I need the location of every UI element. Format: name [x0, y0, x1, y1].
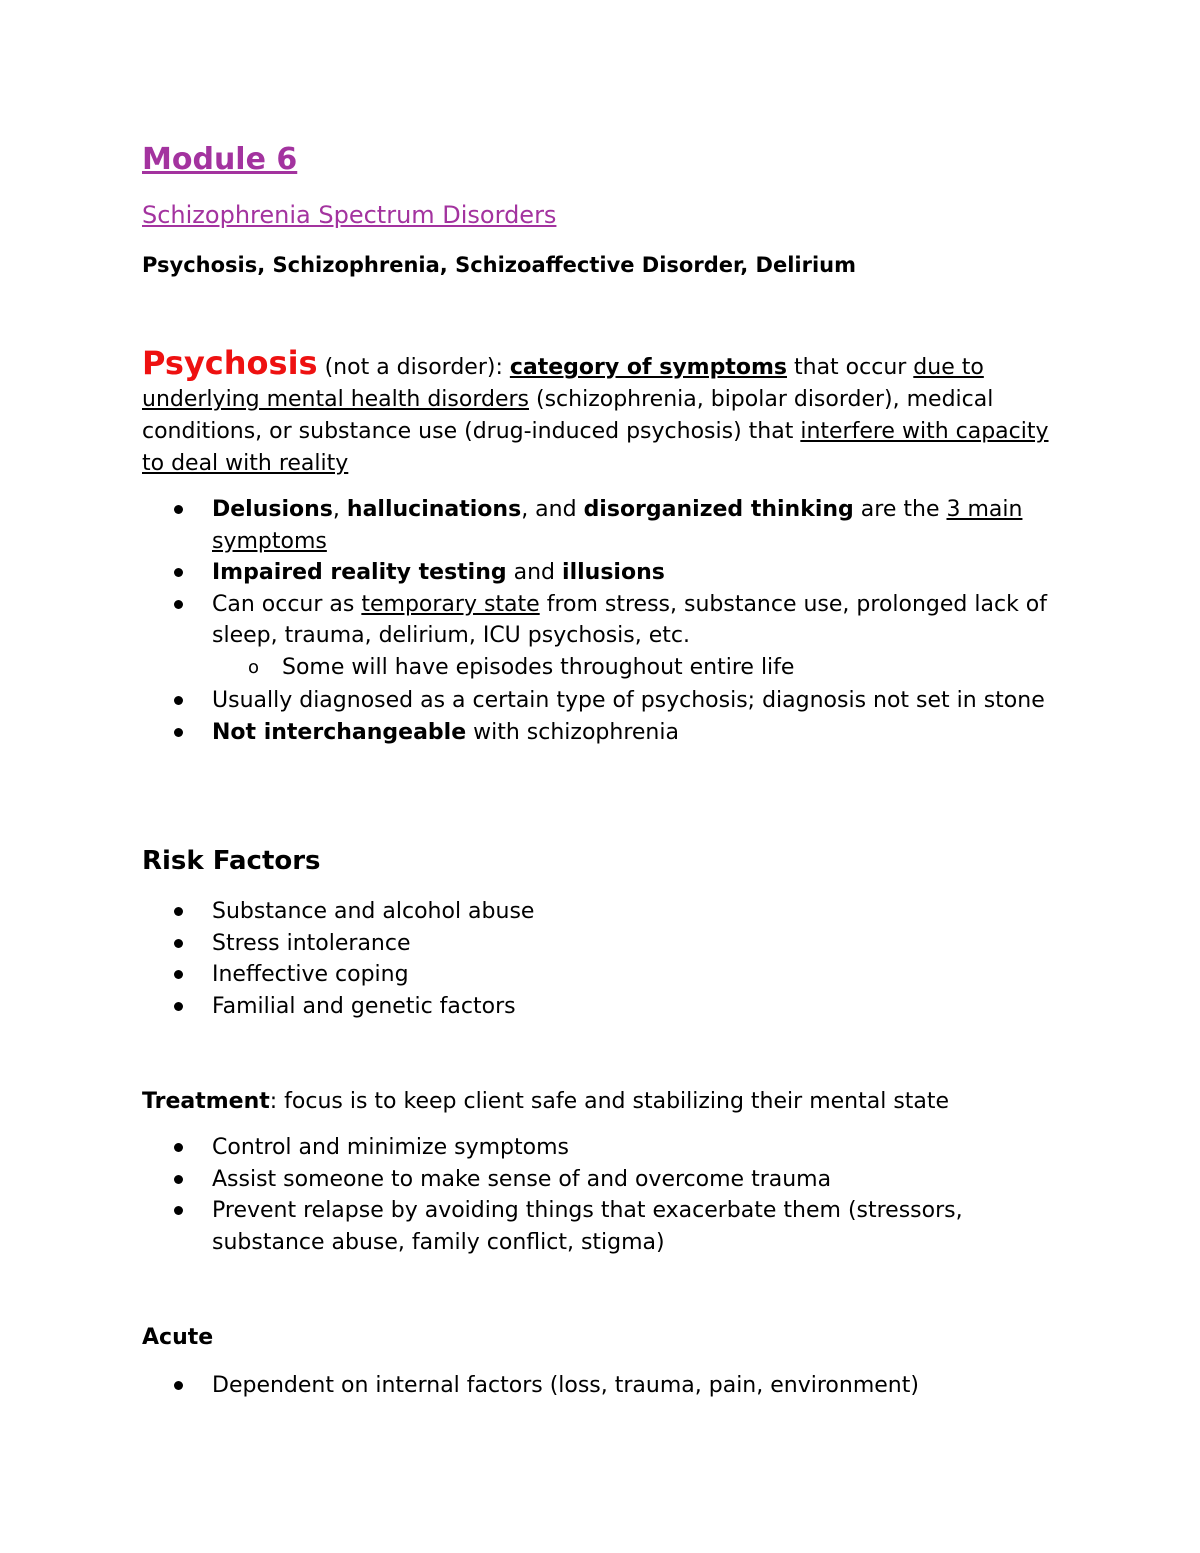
disorganized-thinking: disorganized thinking: [583, 497, 854, 522]
section-title: Schizophrenia Spectrum Disorders: [142, 201, 557, 229]
list-item: [142, 1195, 1062, 1258]
item-text: Dependent on internal factors (loss, trauma, pain, environment): [212, 1373, 919, 1398]
bullet-icon: [174, 1002, 183, 1011]
item-text: Substance and alcohol abuse: [212, 899, 535, 924]
list-item: [142, 557, 1062, 589]
bullet-icon: [174, 1143, 183, 1152]
psychosis-intro-1: (not a disorder):: [317, 355, 510, 380]
illusions: illusions: [562, 560, 665, 585]
item-text: from stress, substance use, prolonged lack of sleep, trauma, delirium, ICU psychosis, etc.: [212, 591, 1048, 648]
list-item: [142, 928, 1062, 960]
bullet-icon: [174, 696, 183, 705]
risk-factors-list: [142, 896, 1062, 1022]
hollow-bullet-icon: o: [248, 656, 260, 678]
bullet-icon: [174, 505, 183, 514]
treatment-paragraph: [142, 1086, 1062, 1118]
risk-factors-heading: Risk Factors: [142, 846, 321, 876]
item-text: Stress intolerance: [212, 930, 411, 956]
bullet-icon: [174, 1175, 183, 1184]
list-item: [142, 589, 1062, 684]
item-text: Control and minimize symptoms: [212, 1135, 569, 1160]
sub-list: [212, 652, 1062, 684]
psychosis-paragraph: [142, 344, 1062, 480]
bullet-icon: [174, 568, 183, 577]
list-item: [142, 1132, 1062, 1164]
list-item: [142, 717, 1062, 749]
treatment-label: Treatment: [142, 1089, 270, 1114]
delusions: Delusions: [212, 497, 333, 522]
list-item: [142, 1164, 1062, 1196]
category-of-symptoms: category of symptoms: [509, 355, 787, 380]
three-main-symptoms: 3 main symptoms: [212, 497, 1023, 554]
item-text: with schizophrenia: [466, 719, 679, 745]
list-item: [142, 991, 1062, 1023]
hallucinations: hallucinations: [346, 497, 522, 522]
item-text: Ineffective coping: [212, 962, 409, 987]
item-text: Usually diagnosed as a certain type of psychosis; diagnosis not set in stone: [212, 688, 1045, 713]
acute-list: [142, 1370, 1062, 1402]
not-interchangeable: Not interchangeable: [212, 719, 467, 745]
psychosis-bullets: [142, 494, 1062, 748]
list-item: [142, 959, 1062, 991]
item-text: Familial and genetic factors: [212, 993, 516, 1019]
acute-heading: Acute: [142, 1325, 214, 1350]
bullet-icon: [174, 907, 183, 916]
bullet-icon: [174, 1206, 183, 1215]
bullet-icon: [174, 1381, 183, 1390]
list-item: [142, 494, 1062, 557]
psychosis-intro-2: that occur: [787, 355, 914, 380]
temporary-state: temporary state: [361, 591, 540, 617]
list-item: [142, 1370, 1062, 1402]
bullet-icon: [174, 939, 183, 948]
module-title: Module 6: [142, 142, 298, 177]
treatment-text: : focus is to keep client safe and stabilizing their mental state: [269, 1089, 950, 1114]
connector-text: are the: [853, 497, 947, 522]
bullet-icon: [174, 728, 183, 737]
subtitle: Psychosis, Schizophrenia, Schizoaffective Disorder, Delirium: [142, 253, 857, 277]
psychosis-intro-3: (schizophrenia, bipolar disorder), medical conditions, or substance use (drug-induced psychosis) that: [142, 387, 994, 444]
treatment-list: [142, 1132, 1062, 1258]
impaired-reality-testing: Impaired reality testing: [212, 560, 507, 585]
bullet-icon: [174, 600, 183, 609]
due-to-underlying: due to underlying mental health disorders: [142, 355, 984, 412]
list-item: [142, 685, 1062, 717]
interfere-with-reality: interfere with capacity to deal with reality: [142, 419, 1049, 476]
item-text: Prevent relapse by avoiding things that exacerbate them (stressors, substance abuse, family conflict, stigma): [212, 1198, 963, 1255]
separator: , and: [521, 497, 584, 522]
connector-text: and: [506, 560, 563, 585]
psychosis-term: Psychosis: [142, 344, 318, 382]
sub-list-item: [212, 652, 1062, 684]
item-text: Some will have episodes throughout entire life: [282, 654, 795, 680]
item-text: Can occur as: [212, 591, 362, 617]
item-text: Assist someone to make sense of and overcome trauma: [212, 1166, 832, 1192]
list-item: [142, 896, 1062, 928]
separator: ,: [332, 497, 347, 522]
bullet-icon: [174, 970, 183, 979]
